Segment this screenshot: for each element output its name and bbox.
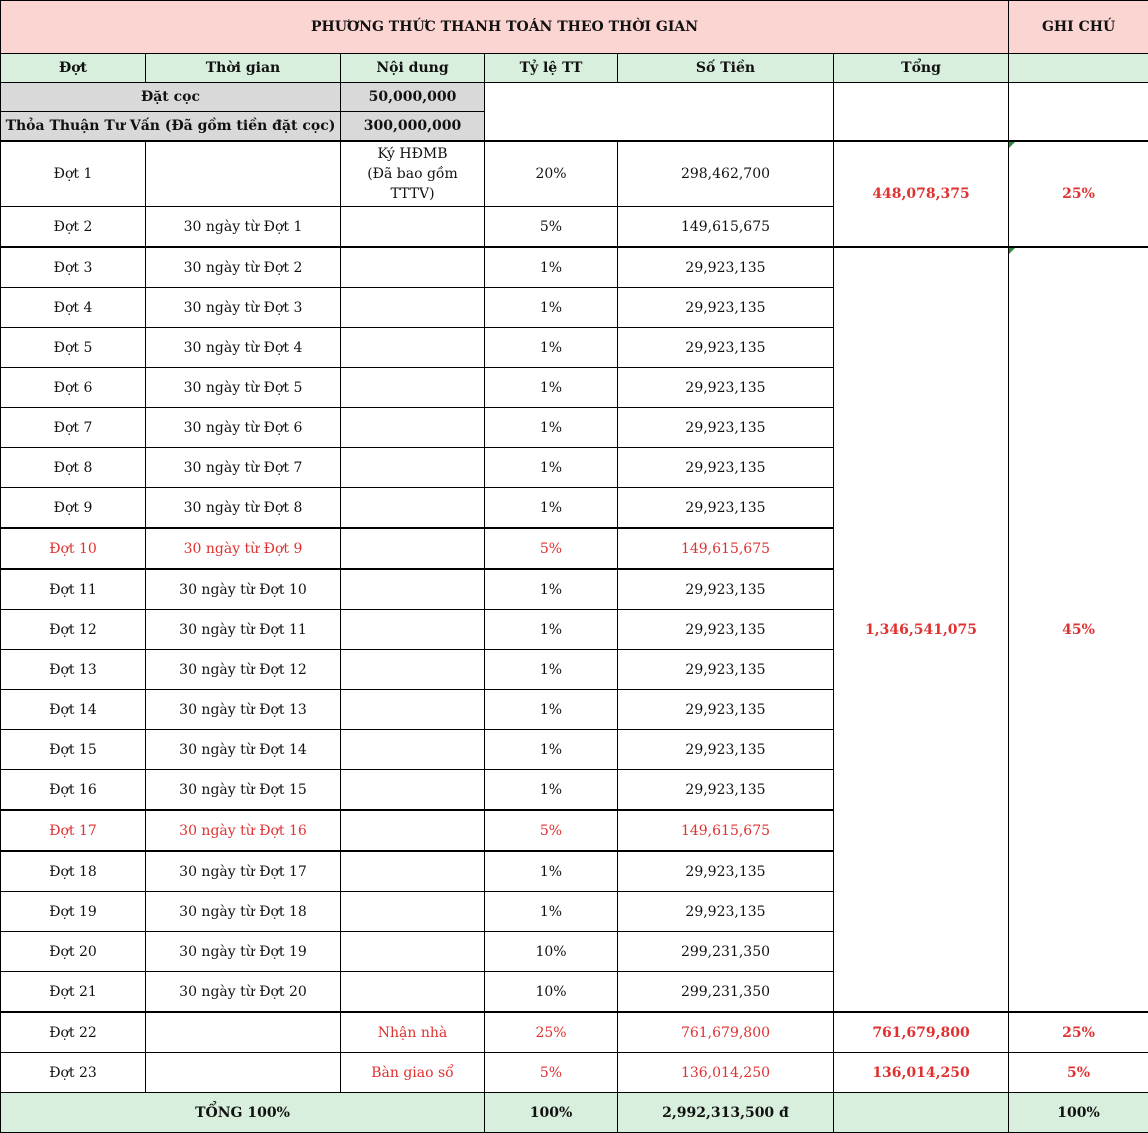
installment-amount: 298,462,700 <box>618 141 834 207</box>
installment-time: 30 ngày từ Đợt 16 <box>146 810 341 851</box>
installment-name: Đợt 8 <box>1 448 146 488</box>
installment-rate: 10% <box>485 932 618 972</box>
total-note: 100% <box>1009 1093 1148 1133</box>
installment-content <box>341 207 485 248</box>
header-total: Tổng <box>834 54 1009 83</box>
installment-amount: 29,923,135 <box>618 610 834 650</box>
installment-rate: 1% <box>485 247 618 288</box>
installment-content <box>341 892 485 932</box>
installment-time: 30 ngày từ Đợt 2 <box>146 247 341 288</box>
installment-time: 30 ngày từ Đợt 1 <box>146 207 341 248</box>
installment-time <box>146 1012 341 1053</box>
installment-amount: 761,679,800 <box>618 1012 834 1053</box>
note-column-title: GHI CHÚ <box>1009 1 1148 54</box>
installment-name: Đợt 10 <box>1 528 146 569</box>
installment-name: Đợt 23 <box>1 1053 146 1093</box>
installment-amount: 149,615,675 <box>618 207 834 248</box>
installment-content <box>341 448 485 488</box>
deposit-label: Đặt cọc <box>1 83 341 112</box>
installment-amount: 29,923,135 <box>618 730 834 770</box>
installment-time: 30 ngày từ Đợt 18 <box>146 892 341 932</box>
installment-rate: 5% <box>485 528 618 569</box>
blank-cell <box>834 83 1009 142</box>
blank-cell <box>485 83 834 142</box>
installment-content: Nhận nhà <box>341 1012 485 1053</box>
installment-rate: 1% <box>485 770 618 811</box>
installment-rate: 1% <box>485 892 618 932</box>
installment-name: Đợt 19 <box>1 892 146 932</box>
installment-time <box>146 141 341 207</box>
group-total: 136,014,250 <box>834 1053 1009 1093</box>
installment-amount: 29,923,135 <box>618 448 834 488</box>
installment-content: Ký HĐMB (Đã bao gồm TTTV) <box>341 141 485 207</box>
group-total: 761,679,800 <box>834 1012 1009 1053</box>
installment-amount: 29,923,135 <box>618 892 834 932</box>
header-note <box>1009 54 1148 83</box>
installment-time: 30 ngày từ Đợt 9 <box>146 528 341 569</box>
installment-amount: 299,231,350 <box>618 932 834 972</box>
installment-rate: 5% <box>485 207 618 248</box>
installment-time: 30 ngày từ Đợt 12 <box>146 650 341 690</box>
installment-amount: 29,923,135 <box>618 851 834 892</box>
header-content: Nội dung <box>341 54 485 83</box>
installment-rate: 10% <box>485 972 618 1013</box>
installment-rate: 1% <box>485 288 618 328</box>
installment-time: 30 ngày từ Đợt 15 <box>146 770 341 811</box>
installment-name: Đợt 18 <box>1 851 146 892</box>
installment-name: Đợt 3 <box>1 247 146 288</box>
table-row <box>1 247 1148 288</box>
installment-amount: 29,923,135 <box>618 368 834 408</box>
group-note: 25% <box>1009 141 1148 247</box>
header-rate: Tỷ lệ TT <box>485 54 618 83</box>
installment-content <box>341 288 485 328</box>
installment-content <box>341 610 485 650</box>
header-amount: Số Tiền <box>618 54 834 83</box>
installment-rate: 25% <box>485 1012 618 1053</box>
installment-amount: 29,923,135 <box>618 690 834 730</box>
installment-time: 30 ngày từ Đợt 19 <box>146 932 341 972</box>
installment-name: Đợt 1 <box>1 141 146 207</box>
installment-rate: 1% <box>485 569 618 610</box>
installment-amount: 29,923,135 <box>618 247 834 288</box>
header-time: Thời gian <box>146 54 341 83</box>
installment-content <box>341 408 485 448</box>
installment-time: 30 ngày từ Đợt 8 <box>146 488 341 529</box>
installment-rate: 1% <box>485 328 618 368</box>
installment-amount: 29,923,135 <box>618 770 834 811</box>
installment-content <box>341 569 485 610</box>
installment-content <box>341 932 485 972</box>
installment-name: Đợt 2 <box>1 207 146 248</box>
installment-amount: 299,231,350 <box>618 972 834 1013</box>
installment-name: Đợt 12 <box>1 610 146 650</box>
installment-rate: 1% <box>485 368 618 408</box>
installment-content <box>341 650 485 690</box>
installment-content <box>341 730 485 770</box>
installment-time: 30 ngày từ Đợt 7 <box>146 448 341 488</box>
installment-name: Đợt 5 <box>1 328 146 368</box>
header-dot: Đợt <box>1 54 146 83</box>
installment-time: 30 ngày từ Đợt 4 <box>146 328 341 368</box>
installment-rate: 1% <box>485 488 618 529</box>
installment-amount: 149,615,675 <box>618 810 834 851</box>
installment-content <box>341 770 485 811</box>
installment-rate: 1% <box>485 851 618 892</box>
total-blank <box>834 1093 1009 1133</box>
installment-content: Bàn giao sổ <box>341 1053 485 1093</box>
installment-content <box>341 247 485 288</box>
installment-rate: 5% <box>485 1053 618 1093</box>
installment-content <box>341 368 485 408</box>
installment-amount: 29,923,135 <box>618 408 834 448</box>
group-total: 448,078,375 <box>834 141 1009 247</box>
table-row <box>1 141 1148 207</box>
total-amount: 2,992,313,500 đ <box>618 1093 834 1133</box>
group-total: 1,346,541,075 <box>834 247 1009 1012</box>
installment-content <box>341 528 485 569</box>
table-row <box>1 1053 1148 1093</box>
installment-rate: 20% <box>485 141 618 207</box>
installment-time: 30 ngày từ Đợt 11 <box>146 610 341 650</box>
installment-name: Đợt 20 <box>1 932 146 972</box>
group-note: 45% <box>1009 247 1148 1012</box>
installment-rate: 1% <box>485 408 618 448</box>
installment-rate: 5% <box>485 810 618 851</box>
deposit-value: 50,000,000 <box>341 83 485 112</box>
installment-amount: 29,923,135 <box>618 569 834 610</box>
installment-name: Đợt 9 <box>1 488 146 529</box>
installment-time: 30 ngày từ Đợt 20 <box>146 972 341 1013</box>
agreement-label: Thỏa Thuận Tư Vấn (Đã gồm tiền đặt cọc) <box>1 112 341 142</box>
installment-amount: 29,923,135 <box>618 328 834 368</box>
total-label: TỔNG 100% <box>1 1093 485 1133</box>
installment-content <box>341 972 485 1013</box>
total-row <box>1 1093 1148 1133</box>
table-title: PHƯƠNG THỨC THANH TOÁN THEO THỜI GIAN <box>1 1 1009 54</box>
installment-name: Đợt 16 <box>1 770 146 811</box>
installment-amount: 29,923,135 <box>618 650 834 690</box>
total-rate: 100% <box>485 1093 618 1133</box>
installment-time: 30 ngày từ Đợt 6 <box>146 408 341 448</box>
installment-time <box>146 1053 341 1093</box>
installment-name: Đợt 15 <box>1 730 146 770</box>
installment-time: 30 ngày từ Đợt 3 <box>146 288 341 328</box>
installment-time: 30 ngày từ Đợt 17 <box>146 851 341 892</box>
installment-name: Đợt 13 <box>1 650 146 690</box>
installment-name: Đợt 17 <box>1 810 146 851</box>
installment-rate: 1% <box>485 610 618 650</box>
installment-content <box>341 690 485 730</box>
installment-name: Đợt 22 <box>1 1012 146 1053</box>
installment-rate: 1% <box>485 650 618 690</box>
installment-name: Đợt 11 <box>1 569 146 610</box>
installment-amount: 136,014,250 <box>618 1053 834 1093</box>
group-note: 25% <box>1009 1012 1148 1053</box>
installment-content <box>341 851 485 892</box>
installment-amount: 149,615,675 <box>618 528 834 569</box>
installment-rate: 1% <box>485 690 618 730</box>
installment-time: 30 ngày từ Đợt 5 <box>146 368 341 408</box>
installment-rate: 1% <box>485 730 618 770</box>
table-row <box>1 1012 1148 1053</box>
installment-rate: 1% <box>485 448 618 488</box>
installment-amount: 29,923,135 <box>618 288 834 328</box>
blank-cell <box>1009 83 1148 142</box>
installment-content <box>341 810 485 851</box>
installment-time: 30 ngày từ Đợt 14 <box>146 730 341 770</box>
installment-name: Đợt 4 <box>1 288 146 328</box>
installment-content <box>341 488 485 529</box>
agreement-value: 300,000,000 <box>341 112 485 142</box>
installment-name: Đợt 21 <box>1 972 146 1013</box>
installment-name: Đợt 6 <box>1 368 146 408</box>
installment-name: Đợt 7 <box>1 408 146 448</box>
installment-time: 30 ngày từ Đợt 13 <box>146 690 341 730</box>
installment-amount: 29,923,135 <box>618 488 834 529</box>
installment-name: Đợt 14 <box>1 690 146 730</box>
installment-content <box>341 328 485 368</box>
installment-time: 30 ngày từ Đợt 10 <box>146 569 341 610</box>
group-note: 5% <box>1009 1053 1148 1093</box>
